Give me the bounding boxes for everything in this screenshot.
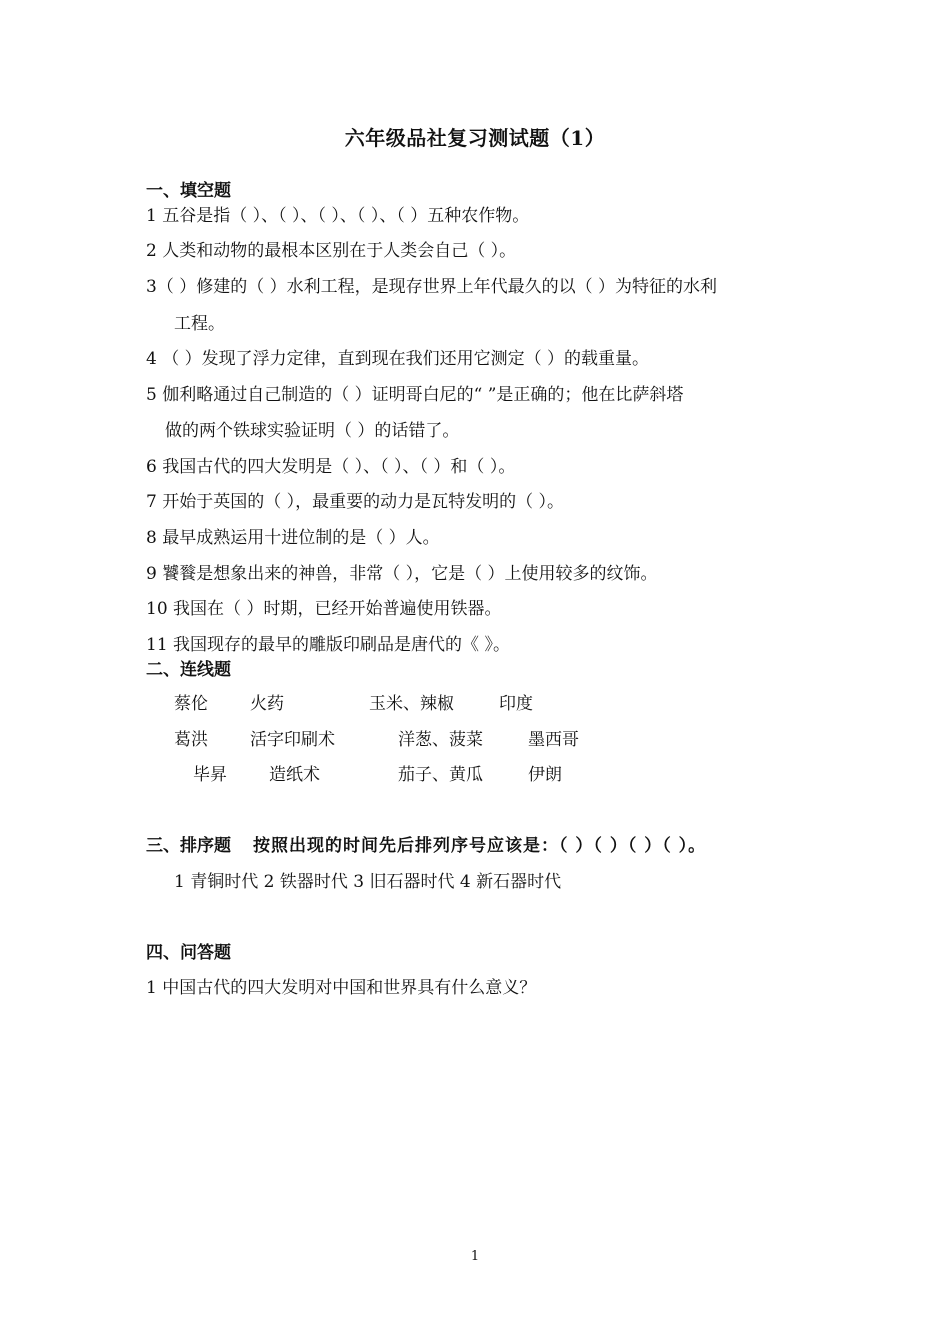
section-heading-matching: 二、连线题 (146, 660, 231, 680)
page-number: 1 (470, 1249, 480, 1264)
ordering-items: 1 青铜时代 2 铁器时代 3 旧石器时代 4 新石器时代 (174, 872, 562, 892)
match-item: 活字印刷术 (250, 730, 335, 750)
question-line: 11 我国现存的最早的雕版印刷品是唐代的《 》。 (146, 635, 510, 655)
match-item: 玉米、辣椒 (369, 694, 454, 714)
ordering-instruction: 按照出现的时间先后排列序号应该是：（ ）（ ）（ ）（ ）。 (253, 836, 707, 856)
question-line-continuation: 工程。 (174, 314, 225, 334)
section-ordering (146, 831, 706, 856)
question-line: 4 （ ）发现了浮力定律，直到现在我们还用它测定（ ）的载重量。 (146, 349, 650, 369)
question-line: 3（ ）修建的（ ）水利工程，是现存世界上年代最久的以（ ）为特征的水利 (146, 277, 718, 297)
question-line: 10 我国在（ ）时期，已经开始普遍使用铁器。 (146, 599, 502, 619)
match-item: 蔡伦 (174, 694, 208, 714)
page-title: 六年级品社复习测试题（1） (344, 126, 606, 150)
question-line: 1 五谷是指（ ）、（ ）、（ ）、（ ）、（ ）五种农作物。 (146, 206, 530, 226)
match-item: 火药 (250, 694, 284, 714)
match-item: 伊朗 (528, 765, 562, 785)
match-item: 洋葱、菠菜 (398, 730, 483, 750)
question-line: 1 中国古代的四大发明对中国和世界具有什么意义？ (146, 978, 537, 998)
section-heading-qa: 四、问答题 (146, 943, 231, 963)
question-line: 2 人类和动物的最根本区别在于人类会自己（ ）。 (146, 241, 517, 261)
question-line: 8 最早成熟运用十进位制的是（ ）人。 (146, 528, 440, 548)
question-line: 6 我国古代的四大发明是（ ）、（ ）、（ ）和（ ）。 (146, 457, 516, 477)
question-line: 7 开始于英国的（ ），最重要的动力是瓦特发明的（ ）。 (146, 492, 565, 512)
question-line: 5 伽利略通过自己制造的（ ）证明哥白尼的“ ”是正确的；他在比萨斜塔 (146, 385, 684, 405)
match-item: 墨西哥 (528, 730, 579, 750)
match-item: 葛洪 (174, 730, 208, 750)
match-item: 印度 (499, 694, 533, 714)
section-heading-fill-blank: 一、填空题 (146, 181, 231, 201)
match-item: 造纸术 (269, 765, 320, 785)
match-item: 毕昇 (193, 765, 227, 785)
question-line-continuation: 做的两个铁球实验证明（ ）的话错了。 (165, 421, 460, 441)
match-item: 茄子、黄瓜 (398, 765, 483, 785)
section-heading-ordering: 三、排序题 (146, 836, 231, 856)
question-line: 9 饕餮是想象出来的神兽，非常（ ），它是（ ）上使用较多的纹饰。 (146, 564, 658, 584)
